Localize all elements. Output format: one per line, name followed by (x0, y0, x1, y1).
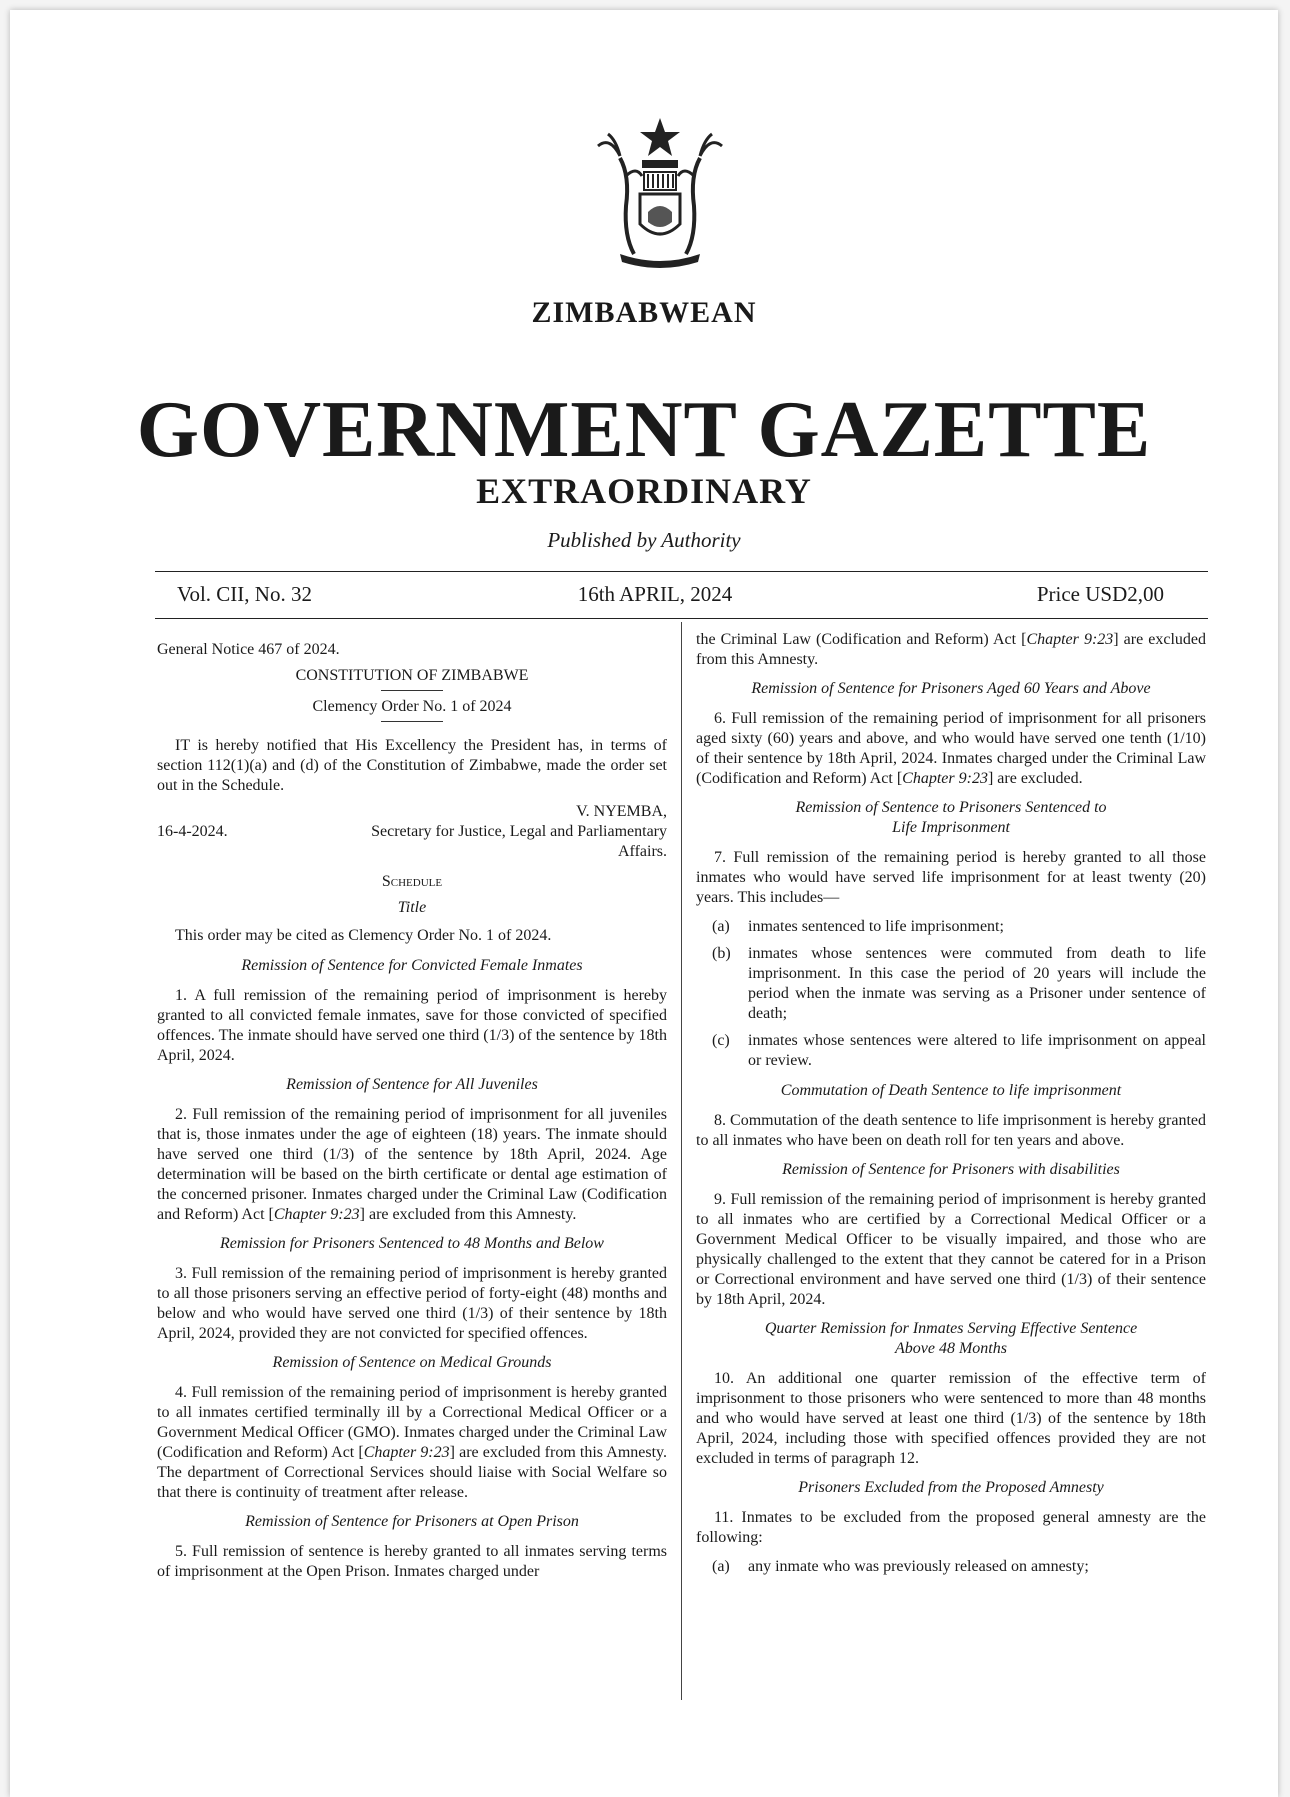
section-11-heading: Prisoners Excluded from the Proposed Amnesty (798, 1479, 1104, 1496)
section-2-text: 2. Full remission of the remaining period of imprisonment for all juveniles that is, those inmates under the age of eighteen (18) years. The inmate should have served one third (1/3) of the sentence by 18th April, 2024. Age determination will be based on the birth certificate or dental age estimation of the concerned prisoner. Inmates charged under the Criminal Law (Codification and Reform) Act [Chapter 9:23] are excluded from this Amnesty. (157, 1106, 667, 1223)
section-3-heading: Remission for Prisoners Sentenced to 48 Months and Below (220, 1235, 604, 1252)
issue-rule-bottom (155, 618, 1208, 619)
issue-date: 16th APRIL, 2024 (577, 582, 733, 606)
order-title: Clemency Order No. 1 of 2024 (312, 698, 512, 715)
signatory-name: V. NYEMBA, (576, 803, 667, 820)
list-item: (a) inmates sentenced to life imprisonment; (712, 918, 1004, 935)
section-10-text: 10. An additional one quarter remission of the effective term of imprisonment to those prisoners who were sentenced to more than 48 months and who would have served at least one third (1/3) of the sentence by 18th April, 2024, including those with specified offences provided they are not excluded in terms of paragraph 12. (696, 1370, 1206, 1467)
heading-rule (381, 690, 443, 691)
issue-rule-top (155, 571, 1208, 572)
section-7-heading: Remission of Sentence to Prisoners Sentenced to Life Imprisonment (795, 799, 1107, 836)
masthead-kicker: ZIMBABWEAN (531, 296, 757, 329)
section-5-text: 5. Full remission of sentence is hereby granted to all inmates serving terms of imprisonment at the Open Prison. Inmates charged under (157, 1543, 667, 1580)
office-line-1: Secretary for Justice, Legal and Parliamentary (371, 823, 667, 840)
schedule-heading: Schedule (381, 873, 443, 890)
notice-intro: IT is hereby notified that His Excellency the President has, in terms of section 112(1)(a) and (d) of the Constitution of Zimbabwe, made the order set out in the Schedule. (157, 737, 667, 794)
signatory-office (371, 822, 667, 862)
column-divider (681, 622, 682, 1700)
notice-number: General Notice 467 of 2024. (157, 641, 340, 658)
issue-price: Price USD2,00 (1036, 582, 1164, 606)
section-3-text: 3. Full remission of the remaining period of imprisonment is hereby granted to all those prisoners serving an effective period of forty-eight (48) months and below and who would have served one third (1/3) of their sentence by 18th April, 2024, provided they are not convicted for specified offences. (157, 1265, 667, 1342)
section-4-text: 4. Full remission of the remaining period of imprisonment is hereby granted to all inmates certified terminally ill by a Correctional Medical Officer or a Government Medical Officer (GMO). Inmates charged under the Criminal Law (Codification and Reform) Act [Chapter 9:23] are excluded from this Amnesty. The department of Correctional Services should liaise with Social Welfare so that there is continuity of treatment after release. (157, 1384, 668, 1501)
section-9-text: 9. Full remission of the remaining period of imprisonment is hereby granted to all inmates who are certified by a Correctional Medical Officer or a Government Medical Officer to be visually impaired, and those who are physically challenged to the extent that they cannot be catered for in a Prison or Correctional environment and have served one third (1/3) of their sentence by 18th April, 2024. (696, 1191, 1206, 1308)
right-column (696, 630, 1206, 1584)
section-8-text: 8. Commutation of the death sentence to life imprisonment is hereby granted to all inmates who have been on death roll for ten years and above. (696, 1112, 1206, 1149)
coat-of-arms-emblem (590, 116, 730, 276)
section-1-heading: Remission of Sentence for Convicted Female Inmates (241, 957, 583, 974)
section-7-text: 7. Full remission of the remaining period is hereby granted to all those inmates who would have served life imprisonment for at least twenty (20) years. This includes— (696, 849, 1206, 906)
issue-volume: Vol. CII, No. 32 (177, 582, 312, 606)
section-6-heading: Remission of Sentence for Prisoners Aged 60 Years and Above (751, 680, 1151, 697)
list-item: (a) any inmate who was previously released on amnesty; (712, 1558, 1089, 1575)
masthead-subtitle: EXTRAORDINARY (476, 471, 812, 511)
masthead-title: GOVERNMENT GAZETTE (136, 386, 1152, 474)
gazette-page (10, 10, 1278, 1797)
section-2-heading: Remission of Sentence for All Juveniles (286, 1076, 538, 1093)
published-by-authority: Published by Authority (547, 528, 741, 552)
section-5-heading: Remission of Sentence for Prisoners at Open Prison (245, 1513, 579, 1530)
section-1-text: 1. A full remission of the remaining period of imprisonment is hereby granted to all convicted female inmates, save for those convicted of specified offences. The inmate should have served one third (1/3) of the sentence by 18th April, 2024. (157, 987, 667, 1064)
section-8-heading: Commutation of Death Sentence to life imprisonment (780, 1082, 1122, 1099)
left-column (157, 640, 667, 1591)
list-item: (c) inmates whose sentences were altered to life imprisonment on appeal or review. (712, 1032, 1206, 1069)
section-5-continued: the Criminal Law (Codification and Reform) Act [Chapter 9:23] are excluded from this Amnesty. (696, 631, 1207, 668)
section-6-text: 6. Full remission of the remaining period of imprisonment for all prisoners aged sixty (60) years and above, and who would have served one tenth (1/10) of their sentence by 18th April, 2024. Inmates charged under the Criminal Law (Codification and Reform) Act [Chapter 9:23] are excluded. (696, 710, 1206, 787)
office-line-2: Affairs. (617, 843, 667, 860)
section-9-heading: Remission of Sentence for Prisoners with disabilities (782, 1161, 1120, 1178)
section-11-text: 11. Inmates to be excluded from the proposed general amnesty are the following: (696, 1509, 1206, 1546)
citation-paragraph: This order may be cited as Clemency Order No. 1 of 2024. (175, 927, 552, 944)
section-7-list (696, 917, 1206, 1071)
signature-block (157, 822, 667, 862)
notice-heading: CONSTITUTION OF ZIMBABWE (295, 667, 529, 684)
signature-date: 16-4-2024. (157, 823, 228, 840)
section-4-heading: Remission of Sentence on Medical Grounds (272, 1354, 552, 1371)
title-heading: Title (397, 899, 427, 916)
order-rule (381, 721, 443, 722)
section-10-heading: Quarter Remission for Inmates Serving Effective Sentence Above 48 Months (764, 1320, 1138, 1357)
list-item: (b) inmates whose sentences were commuted from death to life imprisonment. In this case the period of 20 years will include the period when the inmate was serving as a Prisoner under sentence of death; (712, 945, 1206, 1022)
